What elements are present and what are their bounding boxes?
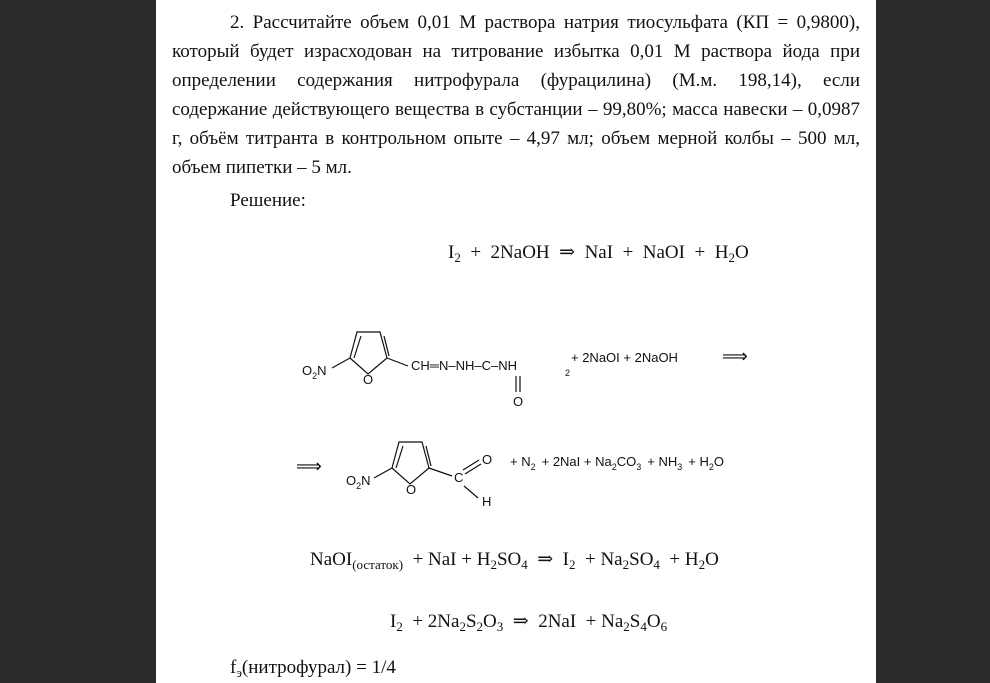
- svg-text:H: H: [482, 494, 492, 509]
- solution-heading: Решение:: [230, 190, 306, 211]
- svg-text:C: C: [454, 470, 464, 485]
- equation-thiosulfate: $I_2 + 2Na_2S_2O_3$ ⇒ $2NaI + Na_2S_4O_6$: [390, 611, 668, 634]
- svg-text:O: O: [482, 452, 493, 467]
- svg-text:2: 2: [565, 368, 571, 378]
- equation-iodine-naoh: $I_2$ + 2NaOH ⇒ NaI + NaOI + $H_2O$: [448, 242, 749, 265]
- problem-text: 2. Рассчитайте объем 0,01 М раствора натрия тиосульфата (КП = 0,9800), который будет израсходован на титрование избытка 0,01 М раствора йода при определении содержания нитрофурала (фурацилина) (М.м. 198,14), если содержание действующего вещества в субстанции – 99,80%; масса навески – 0,0987 г, объём титранта в контрольном опыте – 4,97 мл; объем мерной колбы – 500 мл, объем пипетки – 5 мл.: [172, 12, 860, 178]
- equation-naoi-excess: NaOI$_{(остаток)}$ + NaI + $H_2SO_4$ ⇒ $I_2 + Na_2SO_4 + H_2O$: [310, 549, 719, 572]
- svg-text:+ 2NaOI + 2NaOH: + 2NaOI + 2NaOH: [571, 350, 678, 365]
- product-structure: [296, 442, 724, 509]
- svg-text:O2N: $O_2N$: [302, 363, 327, 381]
- svg-text:O: O: [406, 482, 417, 497]
- reaction-scheme: [156, 300, 876, 530]
- svg-text:O: O: [513, 394, 524, 409]
- svg-text:⟹: ⟹: [722, 346, 748, 366]
- svg-text:+ N2+ 2NaI + Na2CO3+ NH3+ H2O: + $N_2 + 2NaI + Na_2CO_3 + NH_3 + H_2O$: [510, 454, 724, 472]
- svg-text:O2N: $O_2N$: [346, 473, 371, 491]
- svg-text:CH═N–NH–C–NH: CH═N–NH–C–NH: [411, 358, 518, 373]
- problem-statement: [172, 8, 860, 182]
- equivalence-factor: $f_э(нитрофурал) = 1/4$: [230, 657, 396, 680]
- nitrofural-structure: [302, 332, 748, 409]
- svg-text:⟹: ⟹: [296, 456, 322, 476]
- document-page: [156, 0, 876, 683]
- svg-text:O: O: [363, 372, 374, 387]
